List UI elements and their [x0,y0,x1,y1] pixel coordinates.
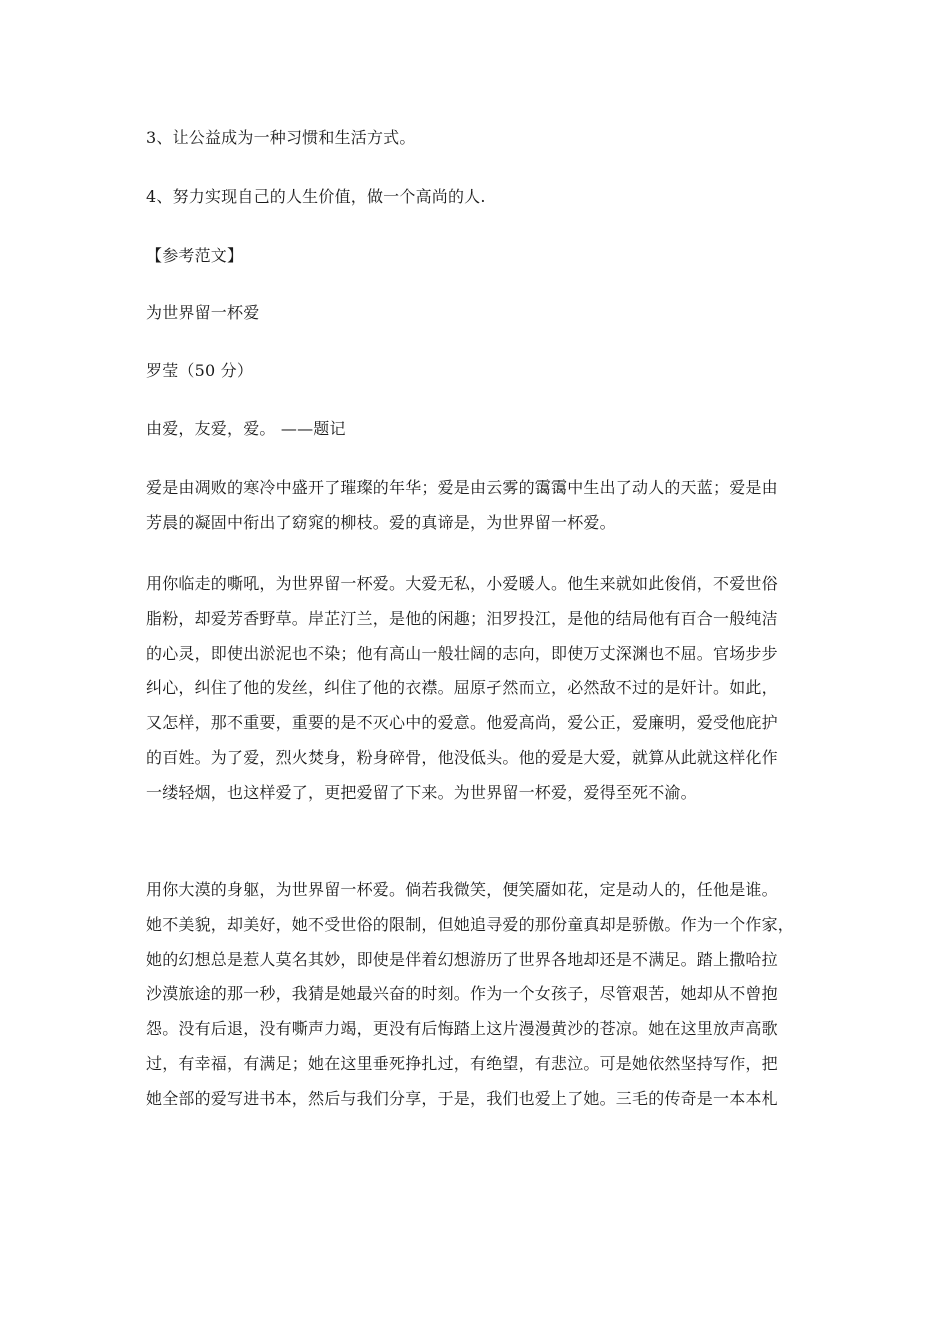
paragraph-quyuan [146,574,810,818]
paragraph-line: 她不美貌，却美好，她不受世俗的限制，但她追寻爱的那份童真却是骄傲。作为一个作家， [146,914,795,934]
paragraph-line: 脂粉，却爱芳香野草。岸芷汀兰，是他的闲趣；汨罗投江，是他的结局他有百合一般纯洁 [146,608,778,628]
essay-title: 为世界留一杯爱 [146,303,260,322]
paragraph-line: 用你大漠的身躯，为世界留一杯爱。倘若我微笑，便笑靥如花，定是动人的，任他是谁。 [146,880,778,899]
paragraph-line: 芳晨的凝固中衔出了窈窕的柳枝。爱的真谛是，为世界留一杯爱。 [146,512,616,532]
paragraph-sanmao [146,880,810,1124]
reference-heading: 【参考范文】 [146,246,244,265]
paragraph-line: 用你临走的嘶吼，为世界留一杯爱。大爱无私，小爱暖人。他生来就如此俊俏，不爱世俗 [146,574,778,593]
paragraph-line: 的百姓。为了爱，烈火焚身，粉身碎骨，他没低头。他的爱是大爱，就算从此就这样化作 [146,747,778,767]
paragraph-intro [146,478,810,548]
paragraph-line: 一缕轻烟，也这样爱了，更把爱留了下来。为世界留一杯爱，爱得至死不渝。 [146,782,697,802]
paragraph-line: 过，有幸福，有满足；她在这里垂死挣扎过，有绝望，有悲泣。可是她依然坚持写作，把 [146,1053,778,1073]
list-item-4: 4、努力实现自己的人生价值，做一个高尚的人. [146,187,486,206]
paragraph-line: 爱是由凋败的寒冷中盛开了璀璨的年华；爱是由云雾的霭霭中生出了动人的天蓝；爱是由 [146,478,778,497]
paragraph-line: 她全部的爱写进书本，然后与我们分享，于是，我们也爱上了她。三毛的传奇是一本本札 [146,1088,778,1108]
paragraph-line: 沙漠旅途的那一秒，我猜是她最兴奋的时刻。作为一个女孩子，尽管艰苦，她却从不曾抱 [146,984,778,1004]
epigraph: 由爱，友爱，爱。 ——题记 [146,419,346,438]
list-item-3: 3、让公益成为一种习惯和生活方式。 [146,128,416,147]
paragraph-line: 怨。没有后退，没有嘶声力竭，更没有后悔踏上这片漫漫黄沙的苍凉。她在这里放声高歌 [146,1019,778,1039]
paragraph-line: 她的幻想总是惹人莫名其妙，即使是伴着幻想游历了世界各地却还是不满足。踏上撒哈拉 [146,949,778,969]
paragraph-line: 又怎样，那不重要，重要的是不灭心中的爱意。他爱高尚，爱公正，爱廉明，爱受他庇护 [146,713,778,733]
paragraph-line: 纠心，纠住了他的发丝，纠住了他的衣襟。屈原孑然而立，必然敌不过的是奸计。如此， [146,678,778,698]
essay-author: 罗莹（50 分） [146,361,254,380]
paragraph-line: 的心灵，即使出淤泥也不染；他有高山一般壮阔的志向，即使万丈深渊也不屈。官场步步 [146,643,778,663]
